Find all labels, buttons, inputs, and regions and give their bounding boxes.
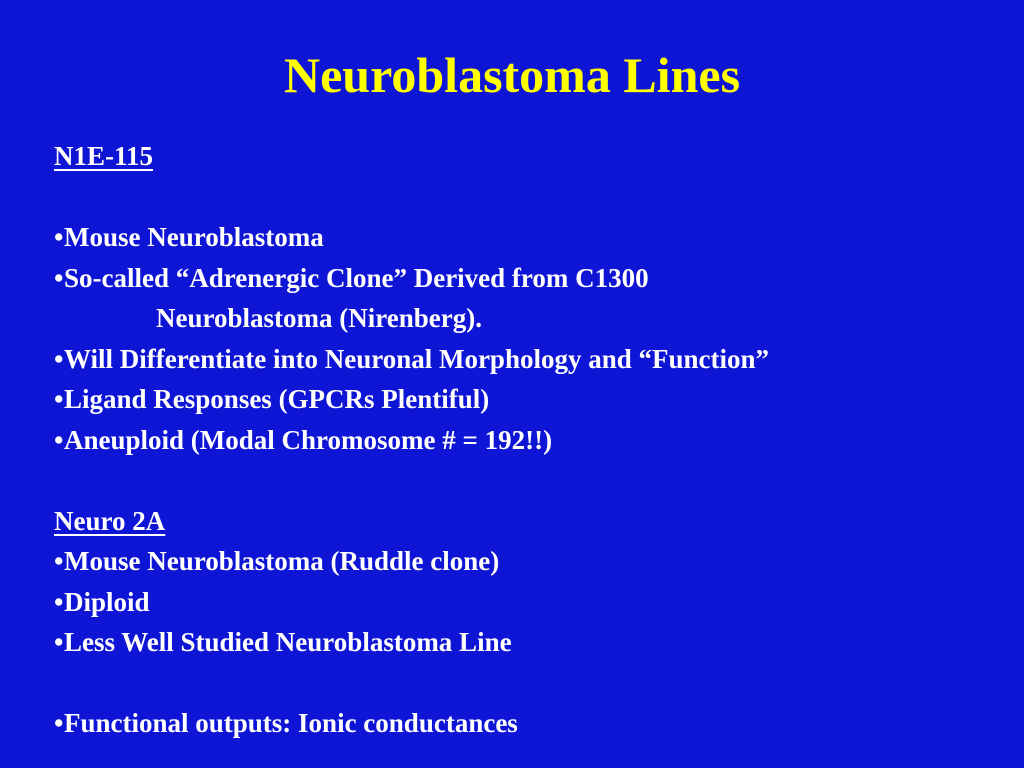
bullet-item <box>54 258 1004 299</box>
bullet-text: So-called “Adrenergic Clone” Derived from C1300 <box>64 262 649 293</box>
bullet-item <box>54 379 1004 420</box>
bullet-item <box>54 420 1004 461</box>
bullet-text: Mouse Neuroblastoma <box>64 222 324 252</box>
bullet-text: Less Well Studied Neuroblastoma Line <box>64 627 512 657</box>
bullet-glyph: • <box>54 262 64 293</box>
bullet-item <box>54 217 1004 258</box>
bullet-item <box>54 703 1004 744</box>
slide-body <box>54 136 1004 744</box>
bullet-glyph: • <box>54 627 64 657</box>
spacer <box>54 663 1004 704</box>
bullet-text: Aneuploid (Modal Chromosome # = 192!!) <box>64 424 553 455</box>
bullet-text: Mouse Neuroblastoma (Ruddle clone) <box>64 546 500 576</box>
bullet-item <box>54 339 1004 380</box>
bullet-text: Ligand Responses (GPCRs Plentiful) <box>64 384 490 414</box>
bullet-text: Functional outputs: Ionic conductances <box>64 708 518 738</box>
bullet-glyph: • <box>54 424 64 455</box>
bullet-glyph: • <box>54 708 64 738</box>
bullet-glyph: • <box>54 343 64 374</box>
bullet-glyph: • <box>54 222 64 252</box>
bullet-glyph: • <box>54 546 64 576</box>
bullet-text: Will Differentiate into Neuronal Morphology and “Function” <box>64 343 770 374</box>
spacer <box>54 460 1004 501</box>
bullet-glyph: • <box>54 384 64 414</box>
section-heading-n1e-115: N1E-115 <box>54 141 154 171</box>
bullet-item <box>54 541 1004 582</box>
bullet-glyph: • <box>54 586 64 617</box>
slide-title: Neuroblastoma Lines <box>283 47 741 103</box>
spacer <box>54 177 1004 218</box>
bullet-text: Diploid <box>64 586 150 617</box>
bullet-item <box>54 622 1004 663</box>
bullet-item <box>54 582 1004 623</box>
bullet-continuation: Neuroblastoma (Nirenberg). <box>156 303 482 333</box>
section-heading-neuro-2a: Neuro 2A <box>54 505 166 536</box>
